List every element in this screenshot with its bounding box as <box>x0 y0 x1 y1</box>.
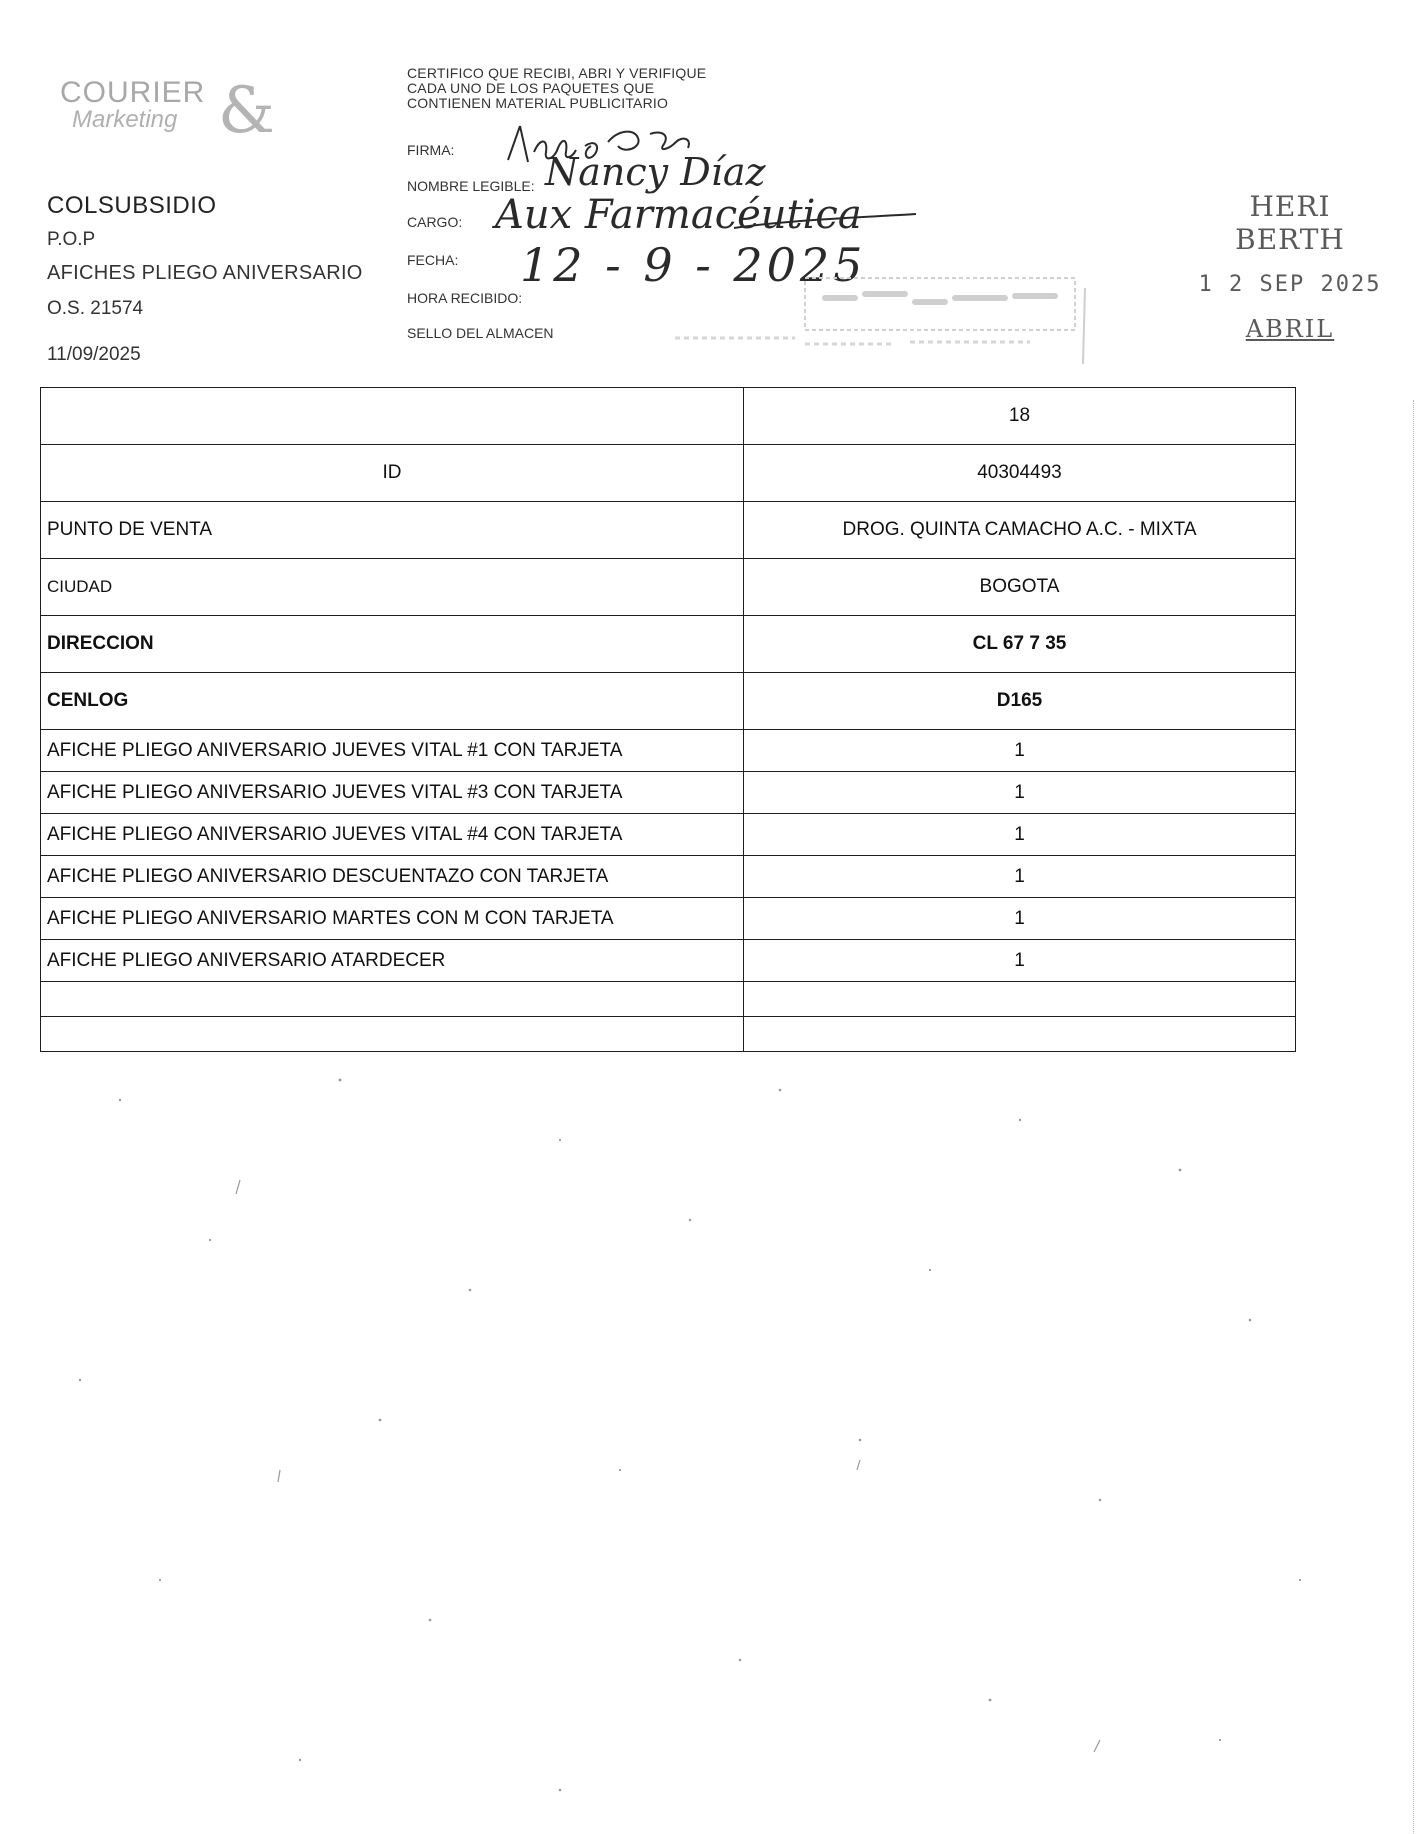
row-label: CIUDAD <box>41 559 744 616</box>
label-nombre: NOMBRE LEGIBLE: <box>407 178 535 194</box>
table-row <box>41 445 1296 502</box>
table-cell-empty <box>744 1017 1296 1052</box>
table-row <box>41 559 1296 616</box>
item-label: AFICHE PLIEGO ANIVERSARIO JUEVES VITAL #3 CON TARJETA <box>41 772 744 814</box>
table-row <box>41 388 1296 445</box>
row-value: DROG. QUINTA CAMACHO A.C. - MIXTA <box>744 502 1296 559</box>
table-row <box>41 673 1296 730</box>
label-cargo: CARGO: <box>407 214 463 230</box>
cargo-underline <box>730 206 920 236</box>
row-value: BOGOTA <box>744 559 1296 616</box>
table-row-empty <box>41 1017 1296 1052</box>
client-name: COLSUBSIDIO <box>47 192 217 219</box>
item-qty: 1 <box>744 940 1296 982</box>
stamp-line-1: HERI BERTH <box>1235 190 1345 256</box>
order-number: O.S. 21574 <box>47 298 144 319</box>
reception-stamp <box>1190 190 1390 343</box>
id-label: ID <box>41 445 744 502</box>
logo-word: COURIER <box>60 76 206 109</box>
stamp-date: 1 2 SEP 2025 <box>1198 272 1382 297</box>
scan-noise <box>0 1060 1400 1820</box>
row-label: CENLOG <box>41 673 744 730</box>
item-label: AFICHE PLIEGO ANIVERSARIO ATARDECER <box>41 940 744 982</box>
label-firma: FIRMA: <box>407 142 455 158</box>
document-date: 11/09/2025 <box>47 344 141 365</box>
table-row <box>41 502 1296 559</box>
delivery-table <box>40 387 1296 1052</box>
handwritten-name: Nancy Díaz <box>545 150 766 194</box>
row-value: D165 <box>744 673 1296 730</box>
id-value: 40304493 <box>744 445 1296 502</box>
handwritten-date: 12 - 9 - 2025 <box>520 238 867 292</box>
item-row <box>41 856 1296 898</box>
label-hora: HORA RECIBIDO: <box>407 290 523 306</box>
item-label: AFICHE PLIEGO ANIVERSARIO JUEVES VITAL #4 CON TARJETA <box>41 814 744 856</box>
item-row <box>41 940 1296 982</box>
item-qty: 1 <box>744 730 1296 772</box>
item-qty: 1 <box>744 814 1296 856</box>
scan-edge <box>1413 400 1420 1834</box>
label-fecha: FECHA: <box>407 252 459 268</box>
courier-logo <box>60 74 275 158</box>
table-cell-empty <box>41 388 744 445</box>
item-qty: 1 <box>744 898 1296 940</box>
certification-text <box>407 66 706 111</box>
table-cell-empty <box>41 982 744 1017</box>
label-sello: SELLO DEL ALMACEN <box>407 325 554 341</box>
item-qty: 1 <box>744 772 1296 814</box>
cert-line-1: CERTIFICO QUE RECIBI, ABRI Y VERIFIQUE <box>407 65 707 81</box>
table-cell-empty <box>41 1017 744 1052</box>
item-row <box>41 898 1296 940</box>
cert-line-3: CONTIENEN MATERIAL PUBLICITARIO <box>407 95 669 111</box>
table-cell-empty <box>744 982 1296 1017</box>
stamp-line-3: ABRIL <box>1245 315 1335 343</box>
table-row-empty <box>41 982 1296 1017</box>
campaign-name: AFICHES PLIEGO ANIVERSARIO <box>47 262 363 284</box>
item-row <box>41 772 1296 814</box>
item-row <box>41 814 1296 856</box>
table-row <box>41 616 1296 673</box>
row-label: DIRECCION <box>41 616 744 673</box>
row-value: CL 67 7 35 <box>744 616 1296 673</box>
item-label: AFICHE PLIEGO ANIVERSARIO JUEVES VITAL #1 CON TARJETA <box>41 730 744 772</box>
logo-sub: Marketing <box>72 106 178 133</box>
item-row <box>41 730 1296 772</box>
row-label: PUNTO DE VENTA <box>41 502 744 559</box>
cert-line-2: CADA UNO DE LOS PAQUETES QUE <box>407 80 655 96</box>
item-label: AFICHE PLIEGO ANIVERSARIO DESCUENTAZO CON TARJETA <box>41 856 744 898</box>
logo-ampersand: & <box>218 74 275 148</box>
handwritten-cargo: Aux Farmacéutica <box>495 192 862 238</box>
item-label: AFICHE PLIEGO ANIVERSARIO MARTES CON M CON TARJETA <box>41 898 744 940</box>
item-qty: 1 <box>744 856 1296 898</box>
faint-store-stamp <box>665 268 1095 368</box>
column-number: 18 <box>744 388 1296 445</box>
material-type: P.O.P <box>47 229 96 250</box>
